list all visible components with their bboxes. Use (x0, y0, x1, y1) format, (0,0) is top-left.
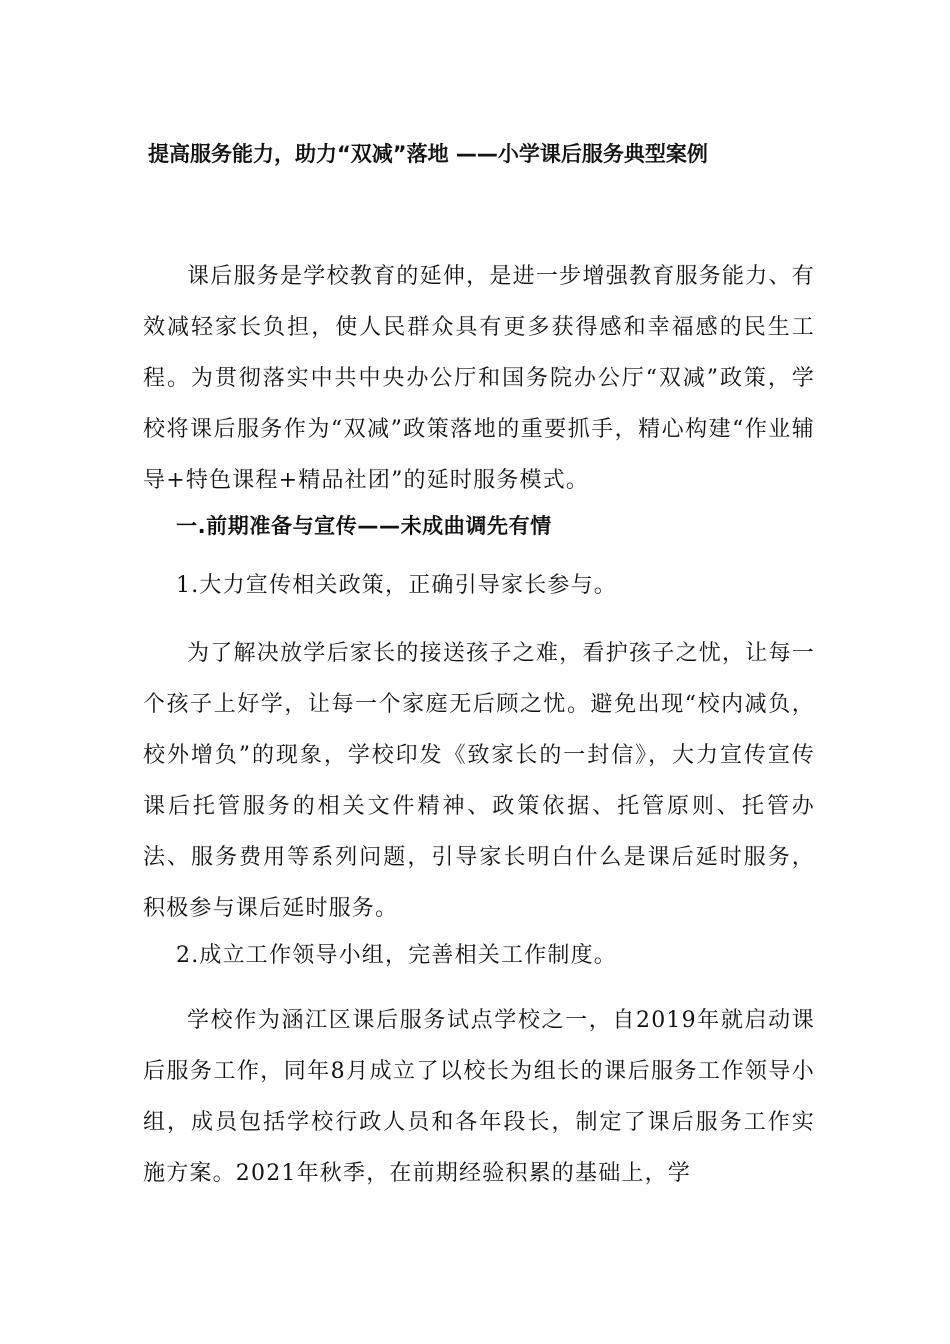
subsection-paragraph-2: 学校作为涵江区课后服务试点学校之一，自2019年就启动课后服务工作，同年8月成立了以校长为组长的课后服务工作领导小组，成员包括学校行政人员和各年段长，制定了课后服务工作实施方案。2021年秋季，在前期经验积累的基础上，学 (143, 1008, 815, 1186)
subsection-paragraph-1: 为了解决放学后家长的接送孩子之难，看护孩子之忧，让每一个孩子上好学，让每一个家庭无后顾之忧。避免出现“校内减负，校外增负”的现象，学校印发《致家长的一封信》，大力宣传宣传课后托管服务的相关文件精神、政策依据、托管原则、托管办法、服务费用等系列问题，引导家长明白什么是课后延时服务，积极参与课后延时服务。 (143, 641, 815, 921)
subsection-heading-1: 1.大力宣传相关政策，正确引导家长参与。 (176, 573, 617, 598)
document-title: 提高服务能力，助力“双减”落地 ——小学课后服务典型案例 (148, 142, 708, 166)
section-heading: 一.前期准备与宣传——未成曲调先有情 (176, 514, 552, 538)
subsection-heading-2: 2.成立工作领导小组，完善相关工作制度。 (176, 943, 617, 968)
intro-paragraph: 课后服务是学校教育的延伸，是进一步增强教育服务能力、有效减轻家长负担，使人民群众具有更多获得感和幸福感的民生工程。为贯彻落实中共中央办公厅和国务院办公厅“双减”政策，学校将课后服务作为“双减”政策落地的重要抓手，精心构建“作业辅导+特色课程+精品社团”的延时服务模式。 (143, 264, 815, 493)
